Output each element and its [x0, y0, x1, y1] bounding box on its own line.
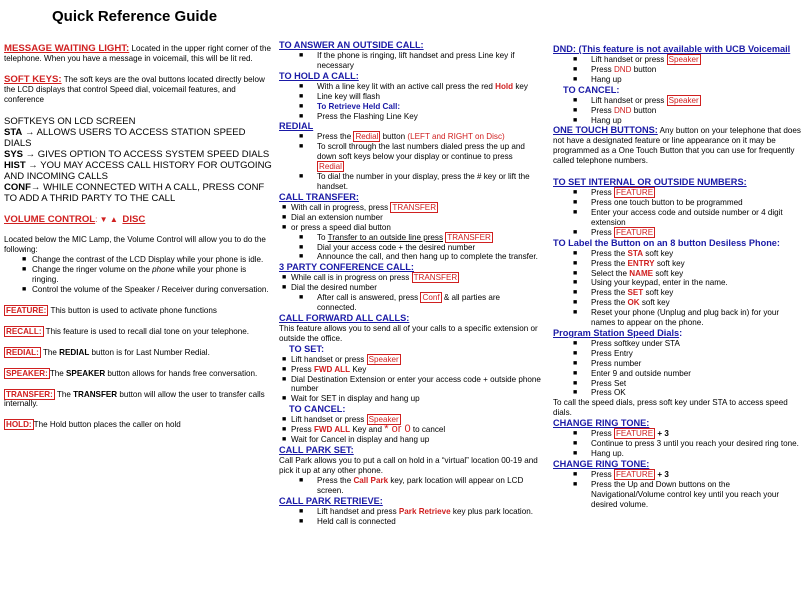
list-item: ■ Hang up	[573, 115, 622, 125]
answer-call-heading: TO ANSWER AN OUTSIDE CALL:	[279, 40, 424, 50]
to-cancel-heading: TO CANCEL:	[289, 404, 346, 415]
bullet-icon: ■	[573, 480, 578, 488]
feature-button: FEATURE	[615, 227, 654, 237]
softkey-conf: CONF→ WHILE CONNECTED WITH A CALL, PRESS CONF TO ADD A THRID PARTY TO THE CALL	[4, 181, 265, 204]
page-title: Quick Reference Guide	[52, 8, 218, 25]
list-item: ■ With call in progress, press TRANSFER	[282, 202, 437, 212]
arrow-right-icon: →	[24, 126, 35, 138]
bullet-icon: ■	[573, 228, 578, 236]
list-item: ■ Press FEATURE + 3	[573, 469, 669, 479]
set-numbers-list	[553, 188, 803, 238]
bullet-icon: ■	[573, 369, 578, 377]
bullet-icon: ■	[573, 208, 578, 216]
list-item: ■ Using your keypad, enter in the name.	[573, 278, 728, 288]
bullet-icon: ■	[573, 289, 578, 297]
bullet-icon: ■	[573, 75, 578, 83]
call-transfer-heading: CALL TRANSFER:	[279, 191, 359, 202]
list-item: ■ Press the OK soft key	[573, 298, 670, 308]
dnd-heading: DND: (This feature is not available with UCB Voicemail	[553, 44, 791, 54]
bullet-icon: ■	[299, 243, 304, 251]
list-item: ■ Reset your phone (Unplug and plug back in) for your names to appear on the phone.	[573, 308, 780, 328]
bullet-icon: ■	[282, 416, 287, 424]
list-item: ■ Select the NAME soft key	[573, 268, 684, 278]
column-left	[4, 44, 272, 430]
speed-dials-list	[553, 339, 803, 398]
bullet-icon: ■	[573, 279, 578, 287]
list-item: ■ To Retrieve Held Call:	[299, 101, 401, 111]
list-item: ■ Lift handset or press Speaker	[573, 55, 699, 64]
bullet-icon: ■	[573, 259, 578, 267]
bullet-icon: ■	[299, 173, 304, 181]
list-item: ■ After call is answered, press Conf & all parties are connected.	[299, 293, 501, 313]
conference-list-2	[279, 293, 541, 313]
list-item: ■ Enter your access code and outside number or 4 digit extension	[573, 207, 783, 227]
message-waiting-text: Located in the upper right corner of the telephone. When you have a message in voicemail, this will be lit red.	[4, 44, 271, 63]
bullet-icon: ■	[573, 116, 578, 124]
redial-list	[279, 132, 541, 191]
list-item: ■ To scroll through the last numbers dialed press the up and down soft keys below your display or continue to press Redial	[299, 142, 525, 172]
speaker-button: Speaker	[668, 95, 699, 105]
list-item: ■ Press DND button	[573, 105, 657, 115]
bullet-icon: ■	[299, 507, 304, 515]
speed-dials-text: To call the speed dials, press soft key under STA to access speed dials.	[553, 398, 788, 418]
ring-tone-list	[553, 429, 803, 459]
arrow-right-icon: →	[25, 148, 36, 160]
bullet-icon: ■	[573, 299, 578, 307]
bullet-icon: ■	[573, 189, 578, 197]
hold-call-list	[279, 82, 541, 122]
list-item: ■ Press FEATURE	[573, 227, 654, 237]
volume-control-heading: VOLUME CONTROL: ▼ ▲ DISC	[4, 213, 146, 225]
feature-section: FEATURE: This button is used to activate phone functions	[6, 305, 217, 315]
hold-section: HOLD: The Hold button places the caller on hold	[6, 420, 181, 430]
list-item: ■ Continue to press 3 until you reach your desired ring tone.	[573, 439, 799, 449]
bullet-icon: ■	[299, 517, 304, 525]
bullet-icon: ■	[573, 106, 578, 114]
bullet-icon: ■	[573, 249, 578, 257]
soft-keys-text: The soft keys are the oval buttons located directly below the LCD displays that control Speed dial, voicemail features, and conference	[4, 74, 265, 104]
transfer-button: TRANSFER	[392, 202, 437, 212]
list-item: ■ Dial an extension number	[282, 212, 383, 222]
list-item: ■ Press DND button	[573, 64, 657, 74]
dnd-list	[553, 55, 803, 85]
list-item: ■ Control the volume of the Speaker / Receiver during conversation.	[22, 284, 269, 294]
list-item: ■ Press number	[573, 358, 642, 368]
list-item: ■ Press FWD ALL Key	[282, 364, 367, 374]
list-item: ■ or press a speed dial button	[282, 222, 391, 232]
call-park-retrieve-list	[279, 507, 541, 527]
bullet-icon: ■	[573, 430, 578, 438]
bullet-icon: ■	[282, 365, 287, 373]
bullet-icon: ■	[299, 102, 304, 110]
bullet-icon: ■	[282, 223, 287, 231]
list-item: ■ Lift handset or press Speaker	[282, 354, 399, 364]
softkey-hist: HIST → YOU MAY ACCESS CALL HISTORY FOR OUTGOING AND INCOMING CALLS	[4, 159, 272, 182]
call-park-text: Call Park allows you to put a call on hold in a “virtual” location 00-19 and pick it up at any other phone.	[279, 456, 538, 475]
bullet-icon: ■	[22, 266, 27, 274]
list-item: ■ Press softkey under STA	[573, 338, 680, 348]
answer-call-list	[279, 51, 541, 71]
list-item: ■ Held call is connected	[299, 516, 396, 526]
list-item: ■ Press the Up and Down buttons on the Navigational/Volume control key until you reach your desired volume.	[573, 479, 780, 509]
transfer-section: TRANSFER: The TRANSFER button will allow the user to transfer calls internally.	[4, 389, 265, 409]
bullet-icon: ■	[282, 203, 287, 211]
volume-arrows-icon: ▼ ▲	[99, 214, 118, 224]
redial-heading: REDIAL	[279, 121, 314, 132]
bullet-icon: ■	[282, 274, 287, 282]
call-park-list	[279, 476, 541, 496]
feature-button: FEATURE	[615, 429, 654, 439]
transfer-button: TRANSFER	[447, 232, 491, 242]
bullet-icon: ■	[299, 476, 304, 484]
recall-section: RECALL: This feature is used to recall dial tone on your telephone.	[6, 326, 250, 336]
call-forward-set-list	[279, 355, 541, 405]
message-waiting-section	[4, 44, 272, 64]
call-park-retrieve-heading: CALL PARK RETRIEVE:	[279, 495, 383, 506]
hold-call-heading: TO HOLD A CALL:	[279, 70, 359, 81]
list-item: ■ While call is in progress on press TRANSFER	[282, 273, 458, 283]
list-item: ■ Lift handset or press Speaker	[573, 95, 699, 105]
ring-tone-heading-2: CHANGE RING TONE:	[553, 458, 650, 469]
call-transfer-list	[279, 203, 541, 233]
softkey-sys: SYS → GIVES OPTION TO ACCESS SYSTEM SPEED DIALS	[4, 148, 270, 160]
call-transfer-list-2	[279, 233, 541, 263]
list-item: ■ Enter 9 and outside number	[573, 368, 691, 378]
bullet-icon: ■	[573, 470, 578, 478]
bullet-icon: ■	[282, 284, 287, 292]
list-item: ■ Lift handset or press Speaker	[282, 415, 399, 425]
bullet-icon: ■	[573, 349, 578, 357]
label-button-heading: TO Label the Button on an 8 button Desiless Phone:	[553, 237, 780, 248]
bullet-icon: ■	[573, 269, 578, 277]
label-button-list	[553, 249, 803, 328]
bullet-icon: ■	[299, 253, 304, 261]
list-item: ■ Press FEATURE + 3	[573, 429, 669, 439]
call-forward-text: This feature allows you to send all of your calls to a specific extension or outside the office.	[279, 323, 538, 343]
list-item: ■ Announce the call, and then hang up to complete the transfer.	[299, 252, 538, 262]
volume-control-text: Located below the MIC Lamp, the Volume Control will allow you to do the following:	[4, 235, 266, 255]
conference-heading: 3 PARTY CONFERENCE CALL:	[279, 262, 414, 273]
conf-button: Conf	[422, 293, 440, 303]
list-item: ■ Line key will flash	[299, 91, 380, 101]
volume-control-list	[4, 255, 272, 295]
redial-section: REDIAL: The REDIAL button is for Last Number Redial.	[6, 347, 210, 357]
bullet-icon: ■	[573, 199, 578, 207]
bullet-icon: ■	[573, 379, 578, 387]
call-forward-cancel-list	[279, 415, 541, 445]
bullet-icon: ■	[573, 309, 578, 317]
soft-keys-heading: SOFT KEYS:	[4, 73, 62, 85]
list-item: ■ Hang up.	[573, 449, 624, 458]
bullet-icon: ■	[573, 56, 578, 63]
bullet-icon: ■	[299, 52, 304, 59]
bullet-icon: ■	[282, 436, 287, 444]
bullet-icon: ■	[22, 256, 27, 264]
list-item: ■ Wait for Cancel in display and hang up	[282, 435, 430, 445]
list-item: ■ Press the SET soft key	[573, 288, 674, 298]
bullet-icon: ■	[282, 426, 287, 434]
one-touch-section: ONE TOUCH BUTTONS: Any button on your telephone that does not have a designated feature or line appearance on it may be programmed as a One Touch Button that you can use for frequently called telephone numbers.	[553, 125, 801, 166]
list-item: ■ Dial the desired number	[282, 283, 377, 293]
list-item: ■ Hang up	[573, 74, 622, 84]
speaker-button: Speaker	[368, 354, 399, 364]
list-item: ■ Press the ENTRY soft key	[573, 258, 685, 268]
list-item: ■ Press the Redial button (LEFT and RIGHT on Disc)	[299, 132, 505, 142]
list-item: ■ Press FWD ALL Key and * or 0 to cancel	[282, 423, 446, 436]
feature-button: FEATURE	[615, 188, 654, 198]
bullet-icon: ■	[299, 112, 304, 120]
call-park-heading: CALL PARK SET:	[279, 445, 354, 455]
soft-keys-section	[4, 75, 272, 105]
bullet-icon: ■	[573, 96, 578, 104]
bullet-icon: ■	[282, 213, 287, 221]
to-set-heading: TO SET:	[289, 343, 325, 354]
list-item: ■ Press the Flashing Line Key	[299, 111, 418, 121]
list-item: ■ Press OK	[573, 388, 626, 398]
list-item: ■ Change the ringer volume on the phone while your phone is ringing.	[22, 265, 247, 285]
column-middle	[279, 40, 541, 526]
list-item: ■ Change the contrast of the LCD Display while your phone is idle.	[22, 255, 264, 265]
bullet-icon: ■	[282, 375, 287, 383]
list-item: ■ Wait for SET in display and hang up	[282, 394, 420, 404]
ring-tone-heading: CHANGE RING TONE:	[553, 418, 650, 429]
speaker-button: Speaker	[368, 415, 399, 425]
arrow-right-icon: →	[28, 159, 38, 171]
bullet-icon: ■	[299, 133, 304, 141]
list-item: ■ To dial the number in your display, press the # key or lift the handset.	[299, 172, 530, 191]
bullet-icon: ■	[573, 389, 578, 397]
message-waiting-heading: MESSAGE WAITING LIGHT:	[4, 43, 130, 54]
list-item: ■ Press Entry	[573, 348, 633, 358]
bullet-icon: ■	[573, 65, 578, 73]
arrow-right-icon: →	[30, 181, 41, 193]
bullet-icon: ■	[299, 294, 304, 302]
list-item: ■ Press one touch button to be programmed	[573, 198, 743, 208]
bullet-icon: ■	[299, 233, 304, 241]
bullet-icon: ■	[299, 82, 304, 90]
redial-button: Redial	[355, 132, 379, 142]
speed-dials-heading: Program Station Speed Dials:	[553, 327, 683, 338]
list-item: ■ To Transfer to an outside line press TRANSFER	[299, 232, 491, 242]
bullet-icon: ■	[282, 355, 287, 363]
disc-label: DISC	[122, 213, 146, 225]
list-item: ■ With a line key lit with an active call press the red Hold key	[299, 81, 528, 91]
list-item: ■ Dial Destination Extension or enter your access code + outside phone number	[282, 374, 541, 394]
list-item: ■ If the phone is ringing, lift handset and press Line key if necessary	[299, 51, 515, 70]
list-item: ■ Dial your access code + the desired number	[299, 242, 476, 252]
transfer-button: TRANSFER	[413, 273, 458, 283]
conference-list	[279, 273, 541, 293]
speaker-button: Speaker	[668, 55, 699, 64]
bullet-icon: ■	[282, 395, 287, 403]
call-forward-heading: CALL FORWARD ALL CALLS:	[279, 312, 410, 323]
list-item: ■ Lift handset and press Park Retrieve key plus park location.	[299, 506, 533, 516]
list-item: ■ Press the STA soft key	[573, 248, 674, 258]
column-right	[553, 44, 803, 510]
list-item: ■ Press Set	[573, 378, 627, 388]
bullet-icon: ■	[22, 285, 27, 293]
bullet-icon: ■	[573, 450, 578, 457]
ring-tone-list-2	[553, 470, 803, 510]
feature-button: FEATURE	[615, 469, 654, 479]
dnd-cancel-heading: TO CANCEL:	[563, 84, 620, 95]
speaker-section: SPEAKER: The SPEAKER button allows for hands free conversation.	[6, 368, 258, 378]
set-numbers-heading: TO SET INTERNAL OR OUTSIDE NUMBERS:	[553, 177, 747, 188]
list-item: ■ Press FEATURE	[573, 188, 654, 198]
list-item: ■ Press the Call Park key, park location will appear on LCD screen.	[299, 475, 524, 495]
softkey-sta: STA → ALLOWS USERS TO ACCESS STATION SPEED DIALS	[4, 126, 246, 149]
dnd-cancel-list	[553, 96, 803, 126]
softkeys-screen-list	[4, 116, 272, 204]
bullet-icon: ■	[573, 359, 578, 367]
bullet-icon: ■	[299, 92, 304, 100]
bullet-icon: ■	[299, 143, 304, 151]
bullet-icon: ■	[573, 339, 578, 347]
softkeys-screen-heading: SOFTKEYS ON LCD SCREEN	[4, 115, 136, 127]
redial-button: Redial	[319, 162, 342, 172]
bullet-icon: ■	[573, 440, 578, 448]
